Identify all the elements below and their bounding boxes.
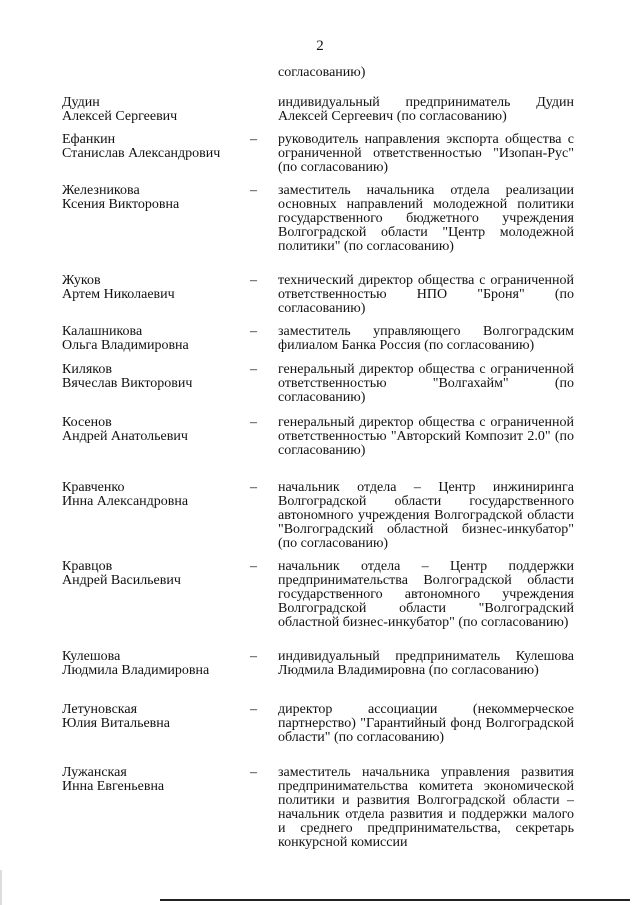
member-name [62, 325, 247, 353]
member-surname: Киляков [62, 362, 112, 377]
member-name [62, 766, 247, 794]
entry-dash: – [250, 273, 257, 288]
member-surname: Летуновская [62, 702, 138, 717]
member-given-names: Артем Николаевич [62, 287, 175, 302]
member-given-names: Юлия Витальевна [62, 716, 170, 731]
scan-bottom-rule [160, 899, 630, 901]
entry-dash: – [250, 559, 257, 574]
member-surname: Калашникова [62, 324, 143, 339]
member-role: индивидуальный предприниматель Кулешова Людмила Владимировна (по согласованию) [278, 649, 574, 678]
scan-left-edge [0, 870, 2, 905]
member-role: генеральный директор общества с ограниченной ответственностью "Авторский Композит 2.0" (по согласованию) [278, 415, 574, 458]
member-role: начальник отдела – Центр инжиниринга Волгоградской области государственного автономного учреждения Волгоградской области "Волгоградский областной бизнес-инкубатор" (по согласованию) [278, 480, 574, 551]
entry-dash: – [250, 765, 257, 780]
member-given-names: Инна Александровна [62, 494, 189, 509]
member-surname: Кравченко [62, 480, 125, 495]
member-name [62, 416, 247, 444]
member-given-names: Людмила Владимировна [62, 663, 210, 678]
member-given-names: Ольга Владимировна [62, 338, 189, 353]
member-name [62, 96, 247, 124]
member-role: заместитель начальника отдела реализации основных направлений молодежной политики государственного бюджетного учреждения Волгоградской области "Центр молодежной политики" (по согласованию) [278, 183, 574, 254]
entry-dash: – [250, 324, 257, 339]
entry-dash: – [250, 132, 257, 147]
member-name [62, 133, 247, 161]
member-surname: Железникова [62, 183, 140, 198]
entry-dash: – [250, 415, 257, 430]
member-surname: Лужанская [62, 765, 127, 780]
member-role: генеральный директор общества с ограниченной ответственностью "Волгахайм" (по согласованию) [278, 362, 574, 405]
member-role: руководитель направления экспорта общества с ограниченной ответственностью "Изопан-Рус" (по согласованию) [278, 132, 574, 175]
member-given-names: Алексей Сергеевич [62, 109, 178, 124]
member-surname: Дудин [62, 95, 100, 110]
member-given-names: Ксения Викторовна [62, 197, 180, 212]
member-role: заместитель начальника управления развития предпринимательства комитета экономической политики и развития Волгоградской области – начальник отдела развития и поддержки малого и среднего предпринимательства, секретарь конкурсной комиссии [278, 765, 574, 850]
member-surname: Кравцов [62, 559, 113, 574]
entry-dash: – [250, 480, 257, 495]
member-name [62, 363, 247, 391]
page-number: 2 [316, 38, 324, 54]
member-given-names: Андрей Анатольевич [62, 429, 188, 444]
member-given-names: Андрей Васильевич [62, 573, 181, 588]
member-role: технический директор общества с ограниченной ответственностью НПО "Броня" (по согласованию) [278, 273, 574, 316]
member-name [62, 184, 247, 212]
member-name [62, 560, 247, 588]
member-surname: Кулешова [62, 649, 121, 664]
member-role: начальник отдела – Центр поддержки предпринимательства Волгоградской области государственного автономного учреждения Волгоградской области "Волгоградский областной бизнес-инкубатор" (по согласованию) [278, 559, 574, 630]
member-name [62, 703, 247, 731]
member-given-names: Вячеслав Викторович [62, 376, 193, 391]
member-name [62, 481, 247, 509]
entry-dash: – [250, 362, 257, 377]
member-surname: Косенов [62, 415, 112, 430]
member-name [62, 650, 247, 678]
entry-dash: – [250, 702, 257, 717]
member-given-names: Станислав Александрович [62, 146, 221, 161]
member-role: индивидуальный предприниматель Дудин Алексей Сергеевич (по согласованию) [278, 95, 574, 124]
member-role: заместитель управляющего Волгоградским филиалом Банка Россия (по согласованию) [278, 324, 574, 353]
member-surname: Жуков [62, 273, 101, 288]
member-name [62, 274, 247, 302]
entry-dash: – [250, 183, 257, 198]
continuation-text: согласованию) [278, 65, 366, 80]
member-given-names: Инна Евгеньевна [62, 779, 165, 794]
member-role: директор ассоциации (некоммерческое партнерство) "Гарантийный фонд Волгоградской области" (по согласованию) [278, 702, 574, 745]
entry-dash: – [250, 649, 257, 664]
member-surname: Ефанкин [62, 132, 116, 147]
